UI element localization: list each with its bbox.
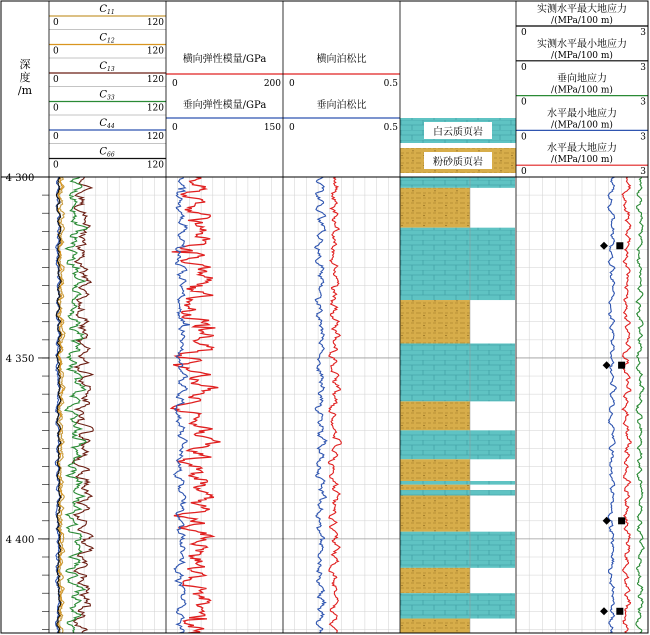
depth-header-text: 深 [19, 58, 31, 71]
modulus-curve1-min: 0 [172, 79, 178, 89]
stress-curve5-label: 水平最大地应力 [547, 143, 617, 155]
lithology-silty-interval [400, 485, 470, 490]
lithology-silty-interval [400, 300, 470, 343]
stiffness-12-min: 0 [53, 46, 59, 57]
lithology-dolomitic-interval [400, 343, 515, 401]
measured-max-marker [616, 242, 623, 249]
lithology-column [400, 177, 515, 633]
measured-min-marker [603, 517, 611, 525]
curve-poisson-1 [315, 177, 327, 633]
stiffness-66-max: 120 [146, 160, 164, 171]
stiffness-44-min: 0 [53, 132, 59, 142]
stiffness-33-label: $C_{33}$ [99, 89, 115, 102]
stiffness-11-label: $C_{11}$ [99, 4, 115, 16]
stress-curve3-min: 0 [521, 97, 527, 108]
stress-curve2-min: 0 [521, 62, 527, 73]
lithology-silty-interval [400, 495, 470, 531]
stiffness-66-min: 0 [53, 160, 59, 171]
measured-min-marker [600, 607, 608, 615]
lithology-dolomitic-interval [400, 430, 515, 459]
lithology-silty-interval [400, 401, 470, 430]
curve-stress-2 [636, 177, 644, 633]
depth-tick-label: 4 300 [5, 173, 35, 184]
modulus-curve2-min: 0 [172, 123, 178, 133]
modulus-curve1-label: 横向弹性模量/GPa [182, 54, 267, 65]
stiffness-12-label: $C_{12}$ [99, 32, 115, 45]
stiffness-44-label: $C_{44}$ [99, 118, 115, 130]
stiffness-66-label: $C_{66}$ [99, 146, 115, 159]
stress-curve5-unit: /(MPa/100 m) [551, 155, 613, 166]
stiffness-13-max: 120 [146, 75, 164, 85]
stiffness-12-max: 120 [146, 46, 164, 57]
depth-tick-label: 4 350 [5, 353, 35, 365]
stress-curve1-label: 实测水平最大地应力 [537, 4, 627, 15]
stiffness-13-label: $C_{13}$ [99, 61, 115, 73]
poisson-curve1-label: 横向泊松比 [316, 54, 367, 65]
poisson-curve2-label: 垂向泊松比 [316, 100, 367, 111]
legend-silty-label: 粉砂质页岩 [433, 157, 483, 168]
lithology-silty-interval [400, 459, 470, 481]
modulus-curve2-max: 150 [263, 123, 281, 133]
stress-curve5-max: 3 [640, 167, 646, 178]
lithology-silty-interval [400, 619, 470, 633]
stiffness-11-max: 120 [146, 18, 164, 28]
poisson-curve2-min: 0 [289, 123, 295, 133]
curve-stress-1 [622, 177, 631, 633]
stress-curve4-unit: /(MPa/100 m) [551, 120, 613, 131]
lithology-silty-interval [400, 188, 470, 228]
lithology-dolomitic-interval [400, 228, 515, 300]
stiffness-44-max: 120 [146, 132, 164, 142]
stress-curve4-label: 水平最小地应力 [547, 108, 617, 120]
lithology-dolomitic-interval [400, 490, 515, 495]
lithology-dolomitic-interval [400, 532, 515, 568]
modulus-curve1-max: 200 [263, 79, 281, 89]
stress-curve4-max: 3 [640, 132, 646, 143]
stress-curve1-unit: /(MPa/100 m) [551, 16, 613, 26]
depth-header-text: /m [17, 84, 33, 97]
measured-max-marker [618, 362, 625, 369]
poisson-curve2-max: 0.5 [383, 123, 398, 133]
lithology-dolomitic-interval [400, 593, 515, 618]
curve-stiffness-2 [73, 177, 94, 633]
stiffness-33-max: 120 [146, 103, 164, 114]
grid [49, 177, 648, 633]
curve-poisson-0 [328, 177, 341, 633]
stress-curve1-max: 3 [640, 28, 646, 38]
stress-curve3-unit: /(MPa/100 m) [551, 85, 613, 96]
stress-curve3-max: 3 [640, 97, 646, 108]
lithology-dolomitic-interval [400, 177, 515, 188]
stress-curve2-unit: /(MPa/100 m) [551, 50, 613, 61]
measured-min-marker [603, 361, 611, 369]
stress-curve3-label: 垂向地应力 [557, 73, 607, 85]
depth-header-text: 度 [19, 71, 31, 84]
stress-curve4-min: 0 [521, 132, 527, 143]
measured-max-marker [616, 608, 623, 615]
stiffness-11-min: 0 [53, 18, 59, 28]
stress-curve5-min: 0 [521, 167, 527, 178]
depth-tick-label: 4 400 [5, 534, 35, 546]
measured-max-marker [618, 517, 625, 524]
curve-stress-0 [608, 177, 616, 633]
header-area [18, 2, 648, 177]
stress-curve2-label: 实测水平最小地应力 [537, 38, 627, 50]
poisson-curve1-max: 0.5 [383, 79, 398, 89]
poisson-curve1-min: 0 [289, 79, 295, 89]
stiffness-13-min: 0 [53, 75, 59, 85]
stiffness-33-min: 0 [53, 103, 59, 114]
modulus-curve2-label: 垂向弹性模量/GPa [182, 100, 267, 111]
stress-curve1-min: 0 [521, 28, 527, 38]
legend-dolomitic-label: 白云质页岩 [433, 127, 483, 138]
measured-min-marker [600, 242, 608, 250]
stress-curve2-max: 3 [640, 62, 646, 73]
depth-track [6, 173, 49, 629]
lithology-silty-interval [400, 568, 470, 593]
lithology-dolomitic-interval [400, 481, 515, 485]
